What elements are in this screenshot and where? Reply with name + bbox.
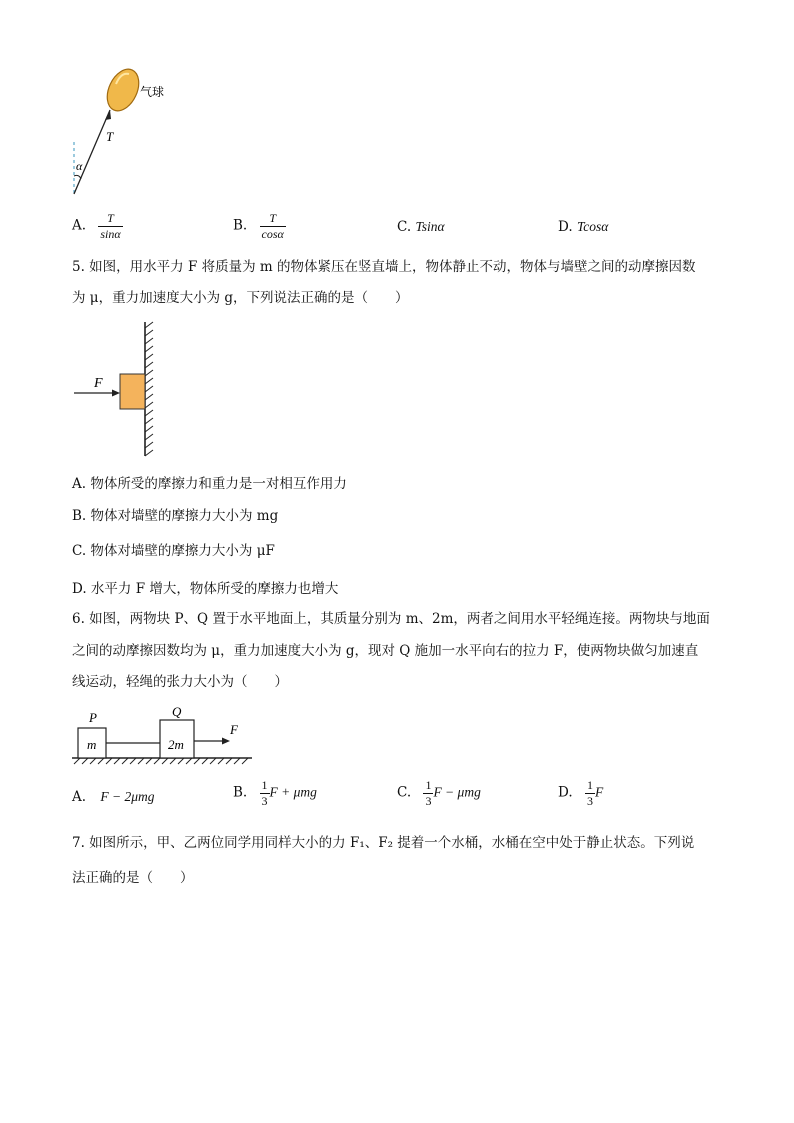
balloon-label: 气球: [140, 85, 165, 99]
q6-stem-line2: 之间的动摩擦因数均为 μ，重力加速度大小为 g，现对 Q 施加一水平向右的拉力 F，使两物块做匀加速直: [72, 643, 699, 659]
q-mass: 2m: [168, 737, 184, 752]
p-label: P: [89, 710, 97, 725]
q-label: Q: [172, 704, 182, 719]
q5-stem-line2: 为 μ，重力加速度大小为 g，下列说法正确的是（ ）: [72, 290, 409, 306]
block: [120, 374, 145, 409]
q6-stem-line1: 6. 如图，两物块 P、Q 置于水平地面上，其质量分别为 m、2m，两者之间用水平轻绳连接。两物块与地面: [72, 611, 710, 627]
q6-option-b[interactable]: B. $\frac{1}{3}$ F + μmg: [233, 778, 317, 808]
pull-force-label: F: [230, 722, 238, 737]
string-line: [74, 110, 110, 194]
angle-label: α: [76, 159, 83, 173]
balloon-body: [101, 66, 145, 116]
q6-option-a[interactable]: A. F − 2μmg: [72, 789, 155, 805]
tension-arrowhead: [105, 110, 111, 120]
q5-option-c[interactable]: C. 物体对墙壁的摩擦力大小为 μF: [72, 543, 275, 559]
q5-stem-line1: 5. 如图，用水平力 F 将质量为 m 的物体紧压在竖直墙上，物体静止不动，物体与墙壁之间的动摩擦因数: [72, 259, 696, 275]
q6-option-c[interactable]: C. $\frac{1}{3}$ F − μmg: [397, 778, 481, 808]
force-arrowhead: [112, 390, 120, 397]
q6-option-d[interactable]: D. $\frac{1}{3}$ F: [558, 778, 604, 808]
wall-hatching: [145, 322, 153, 456]
q4-option-b[interactable]: B. $\frac{T}{\cos\alpha}$: [233, 211, 284, 241]
q4-option-c[interactable]: C. Tsinα: [397, 219, 445, 235]
angle-arc: [74, 175, 81, 179]
q5-option-a[interactable]: A. 物体所受的摩擦力和重力是一对相互作用力: [72, 476, 347, 492]
p-mass: m: [87, 737, 97, 752]
ground-hatching: [74, 758, 248, 764]
q7-stem-line2: 法正确的是（ ）: [72, 870, 194, 886]
wall-block-figure: [70, 320, 170, 460]
q5-option-b[interactable]: B. 物体对墙壁的摩擦力大小为 mg: [72, 508, 279, 524]
pull-arrowhead: [222, 738, 230, 745]
two-blocks-figure: [70, 704, 260, 770]
force-label: F: [94, 376, 103, 391]
q5-option-d[interactable]: D. 水平力 F 增大，物体所受的摩擦力也增大: [72, 581, 339, 597]
balloon-figure: [66, 66, 186, 200]
q6-stem-line3: 线运动，轻绳的张力大小为（ ）: [72, 674, 288, 690]
q7-stem-line1: 7. 如图所示，甲、乙两位同学用同样大小的力 F₁、F₂ 提着一个水桶，水桶在空中处于静止状态。下列说: [72, 835, 695, 851]
tension-label: T: [106, 129, 114, 144]
q4-option-d[interactable]: D. Tcosα: [558, 219, 609, 235]
q4-option-a[interactable]: A. $\frac{T}{\sin\alpha}$: [72, 211, 121, 241]
